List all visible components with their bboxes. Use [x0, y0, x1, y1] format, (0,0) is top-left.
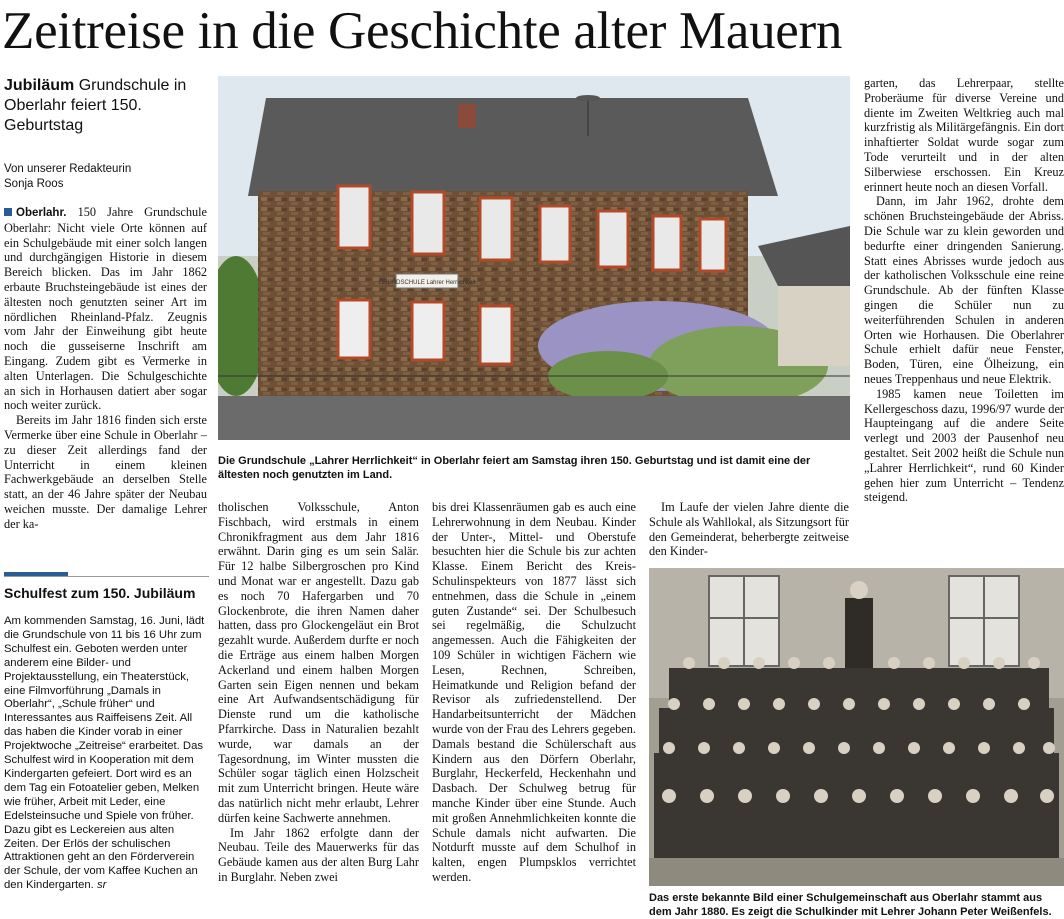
lead-paragraph [4, 205, 207, 413]
headline: Zeitreise in die Geschichte alter Mauern [2, 2, 843, 60]
column-5 [864, 76, 1064, 560]
class-photo-1880 [649, 568, 1064, 886]
column-3 [432, 500, 636, 919]
column-2 [218, 500, 419, 919]
paragraph: Dann, im Jahr 1962, drohte dem schönen Bruchsteingebäude der Abriss. Die Schule war zu klein geworden und bedurfte einer dringenden Sanierung. Statt eines Abrisses wurde jedoch aus der katholischen Volksschule eine reine Grundschule. Ab der fünften Klasse gingen die Schüler nun zu weiterführenden Schulen in anderen Orten wie Horhausen. Die Oberlahrer Schule erhielt dafür neue Fenster, Boden, Türen, eine Ölheizung, ein neues Treppenhaus und neue Elektrik. [864, 194, 1064, 386]
lead-text: 150 Jahre Grundschule Oberlahr: Nicht viele Orte können auf ein Schulgebäude mit einer solch langen und durchgängigen Historie in diesem Bereich blicken. Das im Jahr 1862 erbaute Bruchsteingebäude ist eines der ältesten noch genutzten seiner Art im nördlichen Rheinland-Pfalz. Zeugnis vom Jahr der Einweihung gibt heute noch die gusseiserne Inschrift am Eingang. Zudem gibt es Vermerke in alten Unterlagen. Die Schulgeschichte an sich in Horhausen datiert aber sogar noch weiter zurück. [4, 205, 207, 413]
subheadline [4, 76, 204, 136]
subhead-text: Grundschule in Oberlahr feiert 150. Geburtstag [4, 77, 187, 134]
lead-marker-icon [4, 208, 12, 216]
paragraph: Im Laufe der vielen Jahre diente die Schule als Wahllokal, als Sitzungsort für den Gemeinderat, beherbergte zeitweise den Kinder- [649, 500, 849, 559]
school-sign-text: GRUNDSCHULE Lahrer Herrlichkeit [378, 280, 476, 286]
paragraph: 1985 kamen neue Toiletten im Kellergeschoss dazu, 1996/97 wurde der Haupteingang auf die andere Seite verlegt und 2003 der Pausenhof neu gestaltet. Seit 2002 heißt die Schule nun „Lahrer Herrlichkeit“, rund 60 Kinder gehen hier zum Unterricht – Tendenz steigend. [864, 386, 1064, 505]
paragraph: garten, das Lehrerpaar, stellte Proberäume für diverse Vereine und diente im Zweiten Weltkrieg auch mal kurzfristig als Militärgefängnis. Ein dort inhaftierter Soldat wurde sogar zum Tode verurteilt und in der alten Silberwiese erschossen. Ein Kreuz erinnert heute noch an diesen Vorfall. [864, 76, 1064, 194]
photo2-caption: Das erste bekannte Bild einer Schulgemeinschaft aus Oberlahr stammt aus dem Jahr 1880. Es zeigt die Schulkinder mit Lehrer Johann Peter Weißenfels. [649, 892, 1052, 918]
subhead-kicker: Jubiläum [4, 77, 75, 94]
photo1-caption: Die Grundschule „Lahrer Herrlichkeit“ in Oberlahr feiert am Samstag ihren 150. Geburtstag und ist damit eine der ältesten noch genutzten im Land. [218, 455, 811, 481]
sidebar-signature: sr [96, 879, 107, 892]
paragraph: tholischen Volksschule, Anton Fischbach, wird erstmals in einem Chronikfragment aus dem Jahr 1816 erwähnt. Darin ging es um sein Salär. Für 12 halbe Silbergroschen pro Kind und Monat war er angestellt. Dazu gab es noch 70 Hafergarben und 70 Glockenbrote, die ihren Namen daher hatten, dass pro Glockengeläut ein Brot gezahlt wurde. Außerdem durfte er noch die Erträge aus einem halben Morgen Ackerland und einem halben Morgen Garten sein Eigen nennen und bekam eine Art Aufwandsentschädigung für Dienste rund um die katholische Pfarrkirche. Dass in Naturalien bezahlt wurde, war damals an der Tagesordnung, im Winter mussten die Schüler sogar täglich einen Holzscheit mit zum Unterricht bringen. Heute wäre das natürlich nicht mehr erlaubt, Lehrer dürfen keine Sachwerte annehmen. [218, 500, 419, 825]
class-photo-image [649, 568, 1064, 886]
column-4 [649, 500, 849, 560]
dateline-city: Oberlahr. [16, 207, 67, 219]
sidebar-divider [4, 576, 209, 577]
paragraph: bis drei Klassenräumen gab es auch eine Lehrerwohnung in dem Neubau. Kinder der Unter-, Mittel- und Oberstufe besuchten hier die Schule bis zur achten Klasse. Einem Bericht des Kreis-Schulinspekteurs von 1877 lässt sich entnehmen, dass die Schule in „einem guten Zustande“ sei. Der Schulbesuch sei regelmäßig, die Schulzucht angemessen. Auch die Fähigkeiten der 109 Schüler in wichtigen Fächern wie Lesen, Rechnen, Schreiben, Heimatkunde und Religion befand der Revisor als zufriedenstellend. Der Handarbeitsunterricht der Mädchen wurde von der Frau des Lehrers gegeben. Damals bestand die Schülerschaft aus Kindern aus den Dörfern Oberlahr, Burglahr, Heckerfeld, Heckenhahn und Dasbach. Der Schulweg betrug für manche Kinder über eine Stunde. Auch mit großen Annehmlichkeiten konnte die Schule damals nicht aufwarten. Die Notdurft musste auf dem Schulhof in kalten, engen Plumpsklos verrichtet werden. [432, 500, 636, 884]
sidebar-text [4, 615, 209, 919]
byline-author: Sonja Roos [4, 178, 64, 190]
sidebar-body: Am kommenden Samstag, 16. Juni, lädt die Grundschule von 11 bis 16 Uhr zum Schulfest ein. Geboten werden unter anderem eine Bilder- und Projektausstellung, ein Theaterstück, eine Filmvorführung „Damals in Oberlahr“, „Schule früher“ und Interessantes aus Raiffeisens Zeit. All das haben die Kinder vorab in einer Projektwoche „Zeitreise“ erarbeitet. Das Schulfest wird in Kooperation mit dem Kindergarten gefeiert. Dort wird es an dem Tag ein Fotoatelier geben, Melken wie früher, Arbeit mit Leder, eine Edelsteinsuche und Spiele von früher. Dazu gibt es Leckereien aus alten Zeiten. Der Erlös der schulischen Attraktionen geht an den Förderverein der Schule, der vom Kaffee Kuchen an den Kindergarten. [4, 615, 205, 892]
column-1 [4, 205, 207, 557]
school-building-image [218, 76, 850, 440]
paragraph: Im Jahr 1862 erfolgte dann der Neubau. Teile des Mauerwerks für das Gebäude kamen aus der alten Burg Lahr in Burglahr. Neben zwei [218, 825, 419, 884]
byline [4, 162, 204, 192]
paragraph: Bereits im Jahr 1816 finden sich erste Vermerke über eine Schule in Oberlahr – zu dieser Zeit allerdings fand der Unterricht in einem kleinen Fachwerkgebäude an derselben Stelle statt, an der 46 Jahre später der Neubau weichen musste. Der damalige Lehrer der ka- [4, 413, 207, 531]
sidebar-title: Schulfest zum 150. Jubiläum [4, 585, 196, 601]
school-building-photo [218, 76, 850, 440]
byline-role: Von unserer Redakteurin [4, 163, 132, 175]
